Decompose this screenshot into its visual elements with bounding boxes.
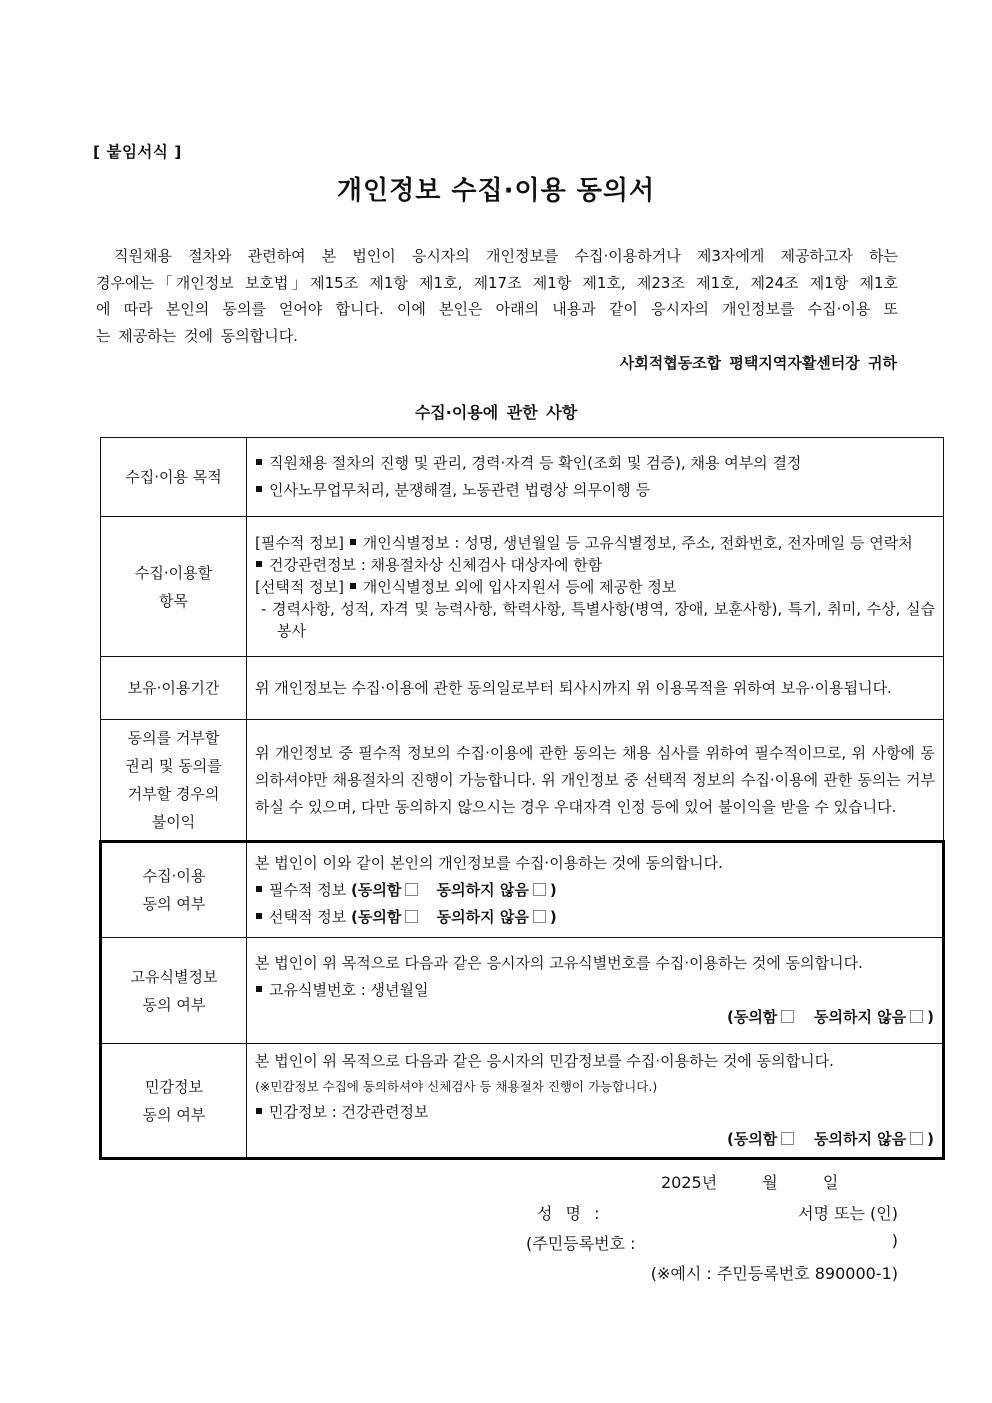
unique-consent-choice <box>255 1004 934 1031</box>
addressee: 사회적협동조합 평택지역자활센터장 귀하 <box>619 354 897 372</box>
required-prefix: [필수적 정보] <box>255 533 344 552</box>
row-refusal <box>101 720 944 842</box>
consent-sensitive-head-line: 동의 여부 <box>142 1105 206 1124</box>
bullet-icon <box>350 539 356 545</box>
attachment-label: [ 붙임서식 ] <box>93 143 182 161</box>
consent-sensitive-head-line: 민감정보 <box>145 1077 203 1096</box>
id-example: (※예시 : 주민등록번호 890000-1) <box>650 1264 898 1283</box>
retention-body: 위 개인정보는 수집·이용에 관한 동의일로부터 퇴사시까지 위 이용목적을 위하여 보유·이용됩니다. <box>247 657 944 720</box>
disagree-label: 동의하지 않음 <box>436 907 529 926</box>
close-paren: ) <box>927 1008 934 1026</box>
consent-unique-head <box>101 938 247 1044</box>
bullet-icon <box>256 986 262 992</box>
row-retention <box>101 657 944 720</box>
consent-unique-body <box>247 938 944 1044</box>
purpose-item: 직원채용 절차의 진행 및 관리, 경력·자격 등 확인(조회 및 검증), 채용 여부의 결정 <box>269 454 802 472</box>
disagree-label: 동의하지 않음 <box>813 1008 907 1026</box>
disagree-label: 동의하지 않음 <box>813 1130 907 1148</box>
purpose-body <box>247 438 944 517</box>
intro-line: 경우에는「개인정보 보호법」제15조 제1항 제1호, 제17조 제1항 제1호, 제23조 제1호, 제24조 제1항 제1호 <box>96 273 898 292</box>
id-label: (주민등록번호 : <box>526 1234 636 1253</box>
signature-id-line <box>526 1231 898 1254</box>
intro-paragraph <box>96 243 898 349</box>
row-consent-collect <box>101 842 944 938</box>
document-title: 개인정보 수집·이용 동의서 <box>336 176 656 206</box>
purpose-head: 수집·이용 목적 <box>101 438 247 517</box>
consent-table <box>99 437 945 1160</box>
agree-label: (동의함 <box>726 1130 778 1148</box>
optional-label: 선택적 정보 <box>269 907 347 926</box>
signature-date <box>661 1170 838 1193</box>
sign-label[interactable]: 서명 또는 (인) <box>798 1204 898 1223</box>
sensitive-agree-checkbox[interactable] <box>781 1132 794 1145</box>
consent-sensitive-note: (※민감정보 수집에 동의하셔야 신체검사 등 채용절차 진행이 가능합니다.) <box>255 1079 658 1094</box>
bullet-icon <box>350 583 356 589</box>
row-items <box>101 517 944 657</box>
items-head-line: 수집·이용할 <box>134 563 213 582</box>
bullet-icon <box>256 459 262 465</box>
disagree-label: 동의하지 않음 <box>436 880 529 899</box>
items-body <box>247 517 944 657</box>
purpose-item: 인사노무업무처리, 분쟁해결, 노동관련 법령상 의무이행 등 <box>269 481 651 499</box>
refusal-head-line: 동의를 거부할 <box>127 729 220 747</box>
intro-line: 는 제공하는 것에 동의합니다. <box>96 326 298 345</box>
consent-unique-head-line: 고유식별정보 <box>130 967 218 986</box>
date-year: 2025년 <box>661 1173 718 1192</box>
name-label: 성 명 : <box>537 1204 600 1223</box>
date-day[interactable]: 일 <box>822 1173 839 1192</box>
refusal-head-line: 불이익 <box>151 813 196 831</box>
optional-consent-line <box>255 904 934 931</box>
refusal-body: 위 개인정보 중 필수적 정보의 수집·이용에 관한 동의는 채용 심사를 위하여 필수적이므로, 위 사항에 동의하셔야만 채용절차의 진행이 가능합니다. 위 개인정보 중 선택적 정보의 수집·이용에 관한 동의는 거부하실 수 있으며, 다만 동의하지 않으시는 경우 우대자격 인정 등에 있어 불이익을 받을 수 있습니다. <box>247 720 944 842</box>
bullet-icon <box>256 561 262 567</box>
optional-prefix: [선택적 정보] <box>255 577 344 596</box>
optional-disagree-checkbox[interactable] <box>533 910 546 923</box>
consent-sensitive-statement: 본 법인이 위 목적으로 다음과 같은 응시자의 민감정보를 수집·이용하는 것에 동의합니다. <box>255 1052 834 1070</box>
close-paren: ) <box>549 907 557 926</box>
signature-name-line <box>537 1201 898 1224</box>
refusal-head-line: 권리 및 동의를 <box>125 757 222 775</box>
consent-sensitive-item: 민감정보 : 건강관련정보 <box>269 1103 429 1121</box>
retention-head: 보유·이용기간 <box>101 657 247 720</box>
optional-detail: - 경력사항, 성적, 자격 및 능력사항, 학력사항, 특별사항(병역, 장애, 보훈사항), 특기, 취미, 수상, 실습봉사 <box>261 599 935 640</box>
row-consent-sensitive <box>101 1044 944 1159</box>
items-head <box>101 517 247 657</box>
section-title: 수집·이용에 관한 사항 <box>414 403 578 422</box>
agree-label: (동의함 <box>726 1008 778 1026</box>
consent-collect-head <box>101 842 247 938</box>
row-consent-unique <box>101 938 944 1044</box>
close-paren: ) <box>549 880 557 899</box>
consent-collect-statement: 본 법인이 이와 같이 본인의 개인정보를 수집·이용하는 것에 동의합니다. <box>255 853 723 872</box>
refusal-head-line: 거부할 경우의 <box>127 785 220 803</box>
required-disagree-checkbox[interactable] <box>533 883 546 896</box>
consent-collect-head-line: 동의 여부 <box>142 895 206 913</box>
close-paren: ) <box>927 1130 934 1148</box>
bullet-icon <box>256 886 262 892</box>
consent-collect-head-line: 수집·이용 <box>142 867 206 885</box>
consent-unique-item: 고유식별번호 : 생년월일 <box>269 981 429 999</box>
date-month[interactable]: 월 <box>762 1173 778 1192</box>
optional-agree-checkbox[interactable] <box>405 910 418 923</box>
intro-line: 에 따라 본인의 동의를 얻어야 합니다. 이에 본인은 아래의 내용과 같이 응시자의 개인정보를 수집·이용 또 <box>96 300 898 318</box>
required-health: 건강관련정보 : 채용절차상 신체검사 대상자에 한함 <box>269 555 603 574</box>
sensitive-consent-choice <box>255 1126 934 1153</box>
consent-collect-body <box>247 842 944 938</box>
id-close-paren: ) <box>891 1231 898 1250</box>
unique-disagree-checkbox[interactable] <box>910 1010 923 1023</box>
intro-line: 직원채용 절차와 관련하여 본 법인이 응시자의 개인정보를 수집·이용하거나 제3자에게 제공하고자 하는 <box>114 247 898 265</box>
consent-sensitive-head <box>101 1044 247 1159</box>
bullet-icon <box>256 913 262 919</box>
bullet-icon <box>256 486 262 492</box>
refusal-head <box>101 720 247 842</box>
agree-label: (동의함 <box>351 880 402 899</box>
required-consent-line <box>255 877 934 904</box>
row-purpose <box>101 438 944 517</box>
required-agree-checkbox[interactable] <box>405 883 418 896</box>
consent-unique-head-line: 동의 여부 <box>142 995 206 1014</box>
items-head-line: 항목 <box>159 591 188 610</box>
agree-label: (동의함 <box>351 907 402 926</box>
sensitive-disagree-checkbox[interactable] <box>910 1132 923 1145</box>
optional-personal: 개인식별정보 외에 입사지원서 등에 제공한 정보 <box>362 577 677 596</box>
required-label: 필수적 정보 <box>269 880 347 899</box>
consent-sensitive-body <box>247 1044 944 1159</box>
consent-unique-statement: 본 법인이 위 목적으로 다음과 같은 응시자의 고유식별번호를 수집·이용하는 것에 동의합니다. <box>255 954 863 972</box>
bullet-icon <box>256 1108 262 1114</box>
required-personal: 개인식별정보 : 성명, 생년월일 등 고유식별정보, 주소, 전화번호, 전자메일 등 연락처 <box>362 533 913 552</box>
unique-agree-checkbox[interactable] <box>781 1010 794 1023</box>
